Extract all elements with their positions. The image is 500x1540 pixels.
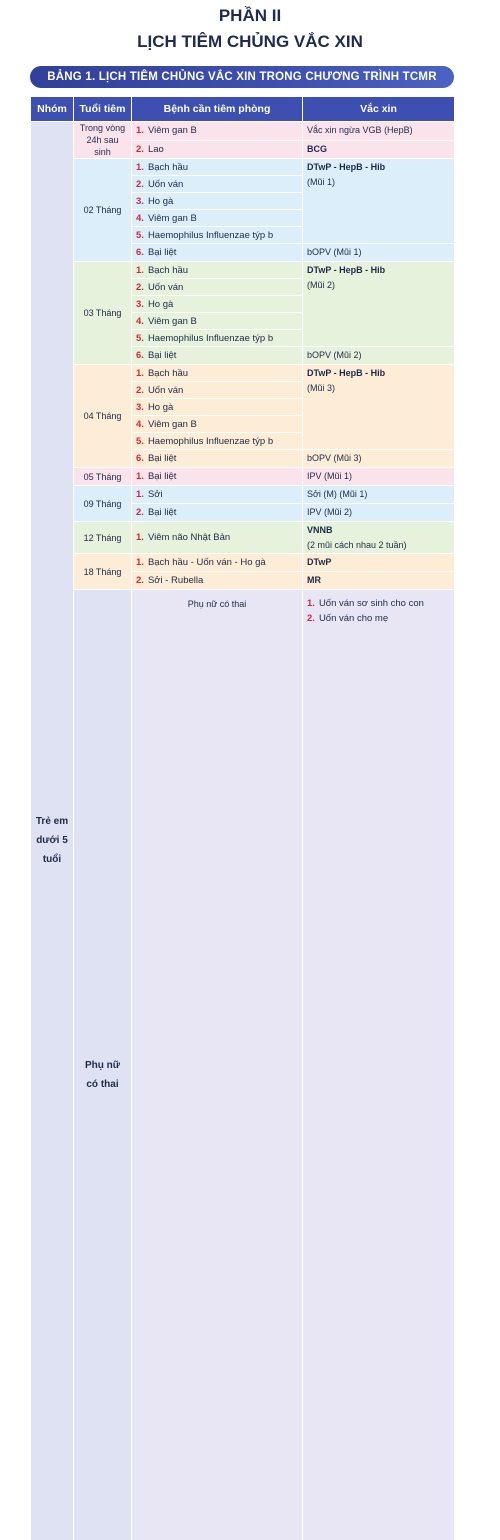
item-number: 2. — [136, 575, 144, 586]
disease-cell: 5. Haemophilus Influenzae týp b — [132, 227, 303, 244]
item-number: 1. — [136, 368, 144, 379]
vaccine-cell: DTwP - HepB - Hib (Mũi 1) — [303, 159, 455, 244]
item-number: 1. — [307, 598, 315, 609]
disease-cell: 2. Uốn ván — [132, 279, 303, 296]
disease-cell: 2. Lao — [132, 140, 303, 159]
vaccine-cell: Vắc xin ngừa VGB (HepB) — [303, 122, 455, 141]
column-header-vaccine: Vắc xin — [303, 97, 455, 122]
age-cell: 02 Tháng — [74, 159, 132, 262]
column-header-disease: Bệnh cần tiêm phòng — [132, 97, 303, 122]
item-number: 2. — [136, 179, 144, 190]
disease-cell: 1. Bạch hầu — [132, 365, 303, 382]
group-children: Trẻ em dưới 5 tuổi — [31, 122, 74, 1540]
vaccine-cell: IPV (Mũi 2) — [303, 504, 455, 522]
item-number: 4. — [136, 213, 144, 224]
age-cell: Phụ nữ có thai — [132, 590, 303, 1540]
vaccine-cell: VNNB (2 mũi cách nhau 2 tuần) — [303, 522, 455, 554]
item-number: 1. — [136, 265, 144, 276]
table-row — [31, 262, 455, 279]
vaccine-cell: DTwP — [303, 554, 455, 572]
page-title: LỊCH TIÊM CHỦNG VẮC XIN — [0, 32, 500, 52]
age-cell: 18 Tháng — [74, 554, 132, 590]
disease-cell: 1. Uốn ván sơ sinh cho con 2. Uốn ván cho mẹ — [303, 590, 455, 1540]
item-number: 1. — [136, 557, 144, 568]
table-row — [31, 486, 455, 504]
item-number: 2. — [136, 282, 144, 293]
column-header-group: Nhóm — [31, 97, 74, 122]
disease-cell: 6. Bại liệt — [132, 450, 303, 468]
disease-cell: 2. Uốn ván — [132, 382, 303, 399]
disease-cell: 4. Viêm gan B — [132, 416, 303, 433]
disease-cell: 6. Bại liệt — [132, 244, 303, 262]
item-number: 4. — [136, 316, 144, 327]
item-number: 3. — [136, 402, 144, 413]
item-number: 5. — [136, 230, 144, 241]
table-banner: BẢNG 1. LỊCH TIÊM CHỦNG VẮC XIN TRONG CHƯƠNG TRÌNH TCMR — [30, 66, 454, 88]
vaccine-cell: DTwP - HepB - Hib (Mũi 3) — [303, 365, 455, 450]
age-cell: 03 Tháng — [74, 262, 132, 365]
table-row — [31, 554, 455, 572]
table-row — [31, 122, 455, 141]
vaccine-cell: bOPV (Mũi 3) — [303, 450, 455, 468]
disease-cell: 2. Bại liệt — [132, 504, 303, 522]
disease-cell: 3. Ho gà — [132, 296, 303, 313]
item-number: 2. — [136, 144, 144, 155]
item-number: 1. — [136, 125, 144, 136]
vaccination-schedule-table — [30, 96, 455, 1540]
item-number: 1. — [136, 471, 144, 482]
item-number: 3. — [136, 196, 144, 207]
disease-cell: 1. Bạch hầu - Uốn ván - Ho gà — [132, 554, 303, 572]
disease-cell: 4. Viêm gan B — [132, 210, 303, 227]
part-label: PHẦN II — [0, 6, 500, 26]
disease-cell: 1. Bạch hầu — [132, 262, 303, 279]
age-cell: Trong vòng 24h sau sinh — [74, 122, 132, 159]
disease-cell: 3. Ho gà — [132, 399, 303, 416]
vaccine-cell: Sởi (M) (Mũi 1) — [303, 486, 455, 504]
table-row — [31, 365, 455, 382]
item-number: 4. — [136, 419, 144, 430]
disease-cell: 4. Viêm gan B — [132, 313, 303, 330]
age-cell: 12 Tháng — [74, 522, 132, 554]
item-number: 3. — [136, 299, 144, 310]
age-cell: 05 Tháng — [74, 468, 132, 486]
item-number: 6. — [136, 350, 144, 361]
vaccine-cell: bOPV (Mũi 1) — [303, 244, 455, 262]
vaccine-cell: BCG — [303, 140, 455, 159]
disease-cell: 6. Bại liệt — [132, 347, 303, 365]
disease-cell: 3. Ho gà — [132, 193, 303, 210]
item-number: 6. — [136, 247, 144, 258]
disease-cell: 5. Haemophilus Influenzae týp b — [132, 330, 303, 347]
age-cell: 09 Tháng — [74, 486, 132, 522]
item-number: 6. — [136, 453, 144, 464]
disease-cell: 1. Viêm não Nhật Bản — [132, 522, 303, 554]
vaccine-cell: DTwP - HepB - Hib (Mũi 2) — [303, 262, 455, 347]
column-header-age: Tuổi tiêm — [74, 97, 132, 122]
item-number: 2. — [136, 385, 144, 396]
disease-cell: 1. Sởi — [132, 486, 303, 504]
vaccine-cell: MR — [303, 572, 455, 590]
disease-cell: 2. Sởi - Rubella — [132, 572, 303, 590]
item-number: 1. — [136, 489, 144, 500]
item-number: 1. — [136, 162, 144, 173]
group-pregnant: Phụ nữ có thai — [74, 590, 132, 1540]
age-cell: 04 Tháng — [74, 365, 132, 468]
disease-cell: 2. Uốn ván — [132, 176, 303, 193]
item-number: 2. — [136, 507, 144, 518]
table-row — [31, 468, 455, 486]
table-row — [31, 159, 455, 176]
disease-cell: 1. Bạch hầu — [132, 159, 303, 176]
item-number: 2. — [307, 613, 315, 624]
item-number: 1. — [136, 532, 144, 543]
table-row — [31, 590, 455, 1540]
vaccine-cell: IPV (Mũi 1) — [303, 468, 455, 486]
table-header-row — [31, 97, 455, 122]
vaccine-cell: bOPV (Mũi 2) — [303, 347, 455, 365]
disease-cell: 5. Haemophilus Influenzae týp b — [132, 433, 303, 450]
disease-cell: 1. Viêm gan B — [132, 122, 303, 141]
disease-cell: 1. Bại liệt — [132, 468, 303, 486]
item-number: 5. — [136, 333, 144, 344]
item-number: 5. — [136, 436, 144, 447]
